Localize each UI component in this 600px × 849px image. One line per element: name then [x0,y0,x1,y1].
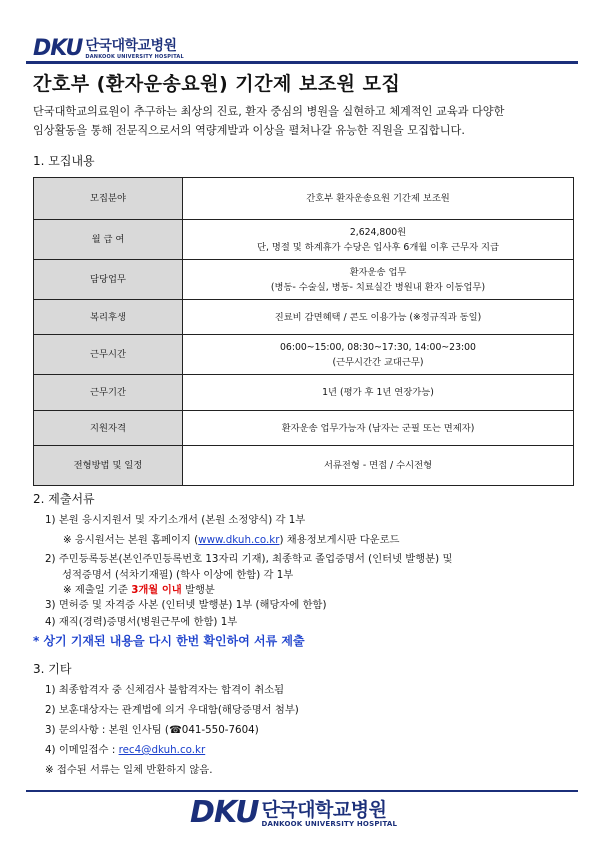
table-row [34,300,574,335]
section-heading-documents: 2. 제출서류 [33,492,95,506]
documents-item-2-line-2: 성적증명서 (석차기재필) (학사 이상에 한함) 각 1부 [62,569,294,581]
row-value [183,220,574,260]
row-value-line: (근무시간간 교대근무) [332,356,424,368]
row-value [183,178,574,220]
row-label: 담당업무 [34,260,183,300]
table-row [34,260,574,300]
email-label: 4) 이메일접수 : [45,744,119,756]
row-label: 근무기간 [34,375,183,411]
row-value-line: 단, 명절 및 하계휴가 수당은 입사후 6개월 이후 근무자 지급 [256,241,500,253]
row-label: 모집분야 [34,178,183,220]
logo-korean-name: 단국대학교병원 [85,38,177,54]
row-value [183,446,574,486]
footer-divider [26,790,578,792]
intro-paragraph [33,102,573,140]
homepage-link[interactable]: www.dkuh.co.kr [198,534,280,546]
logo-mark: DKU [190,795,259,830]
intro-line-1: 단국대학교의료원이 추구하는 최상의 진료, 환자 중심의 병원을 실현하고 체계적인 교육과 다양한 [33,105,505,118]
row-value-line: 서류전형 - 면접 / 수시전형 [323,460,433,471]
row-value-line: 진료비 감면혜택 / 콘도 이용가능 (※정규직과 동일) [274,311,482,323]
page-title: 간호부 (환자운송요원) 기간제 보조원 모집 [33,73,401,95]
documents-item-1-note [63,531,400,546]
highlight-text: 3개월 이내 [131,584,182,596]
other-item-2: 2) 보훈대상자는 관계법에 의거 우대함(해당증명서 첨부) [45,704,299,716]
note-text: ) 채용정보게시판 다운로드 [279,534,400,546]
row-value-line: 06:00~15:00, 08:30~17:30, 14:00~23:00 [280,341,476,353]
row-label: 지원자격 [34,411,183,446]
hospital-logo-top [33,38,184,60]
row-value-line: 간호부 환자운송요원 기간제 보조원 [306,193,450,204]
note-text: ※ 응시원서는 본원 홈페이지 ( [63,534,199,546]
table-row [34,375,574,411]
header-divider [26,61,578,64]
row-value [183,300,574,335]
row-value [183,260,574,300]
note-text: ※ 제출일 기준 [63,584,132,596]
documents-item-3: 3) 면허증 및 자격증 사본 (인터넷 발행분) 1부 (해당자에 한함) [45,599,327,611]
recruitment-table [33,177,574,486]
table-row [34,178,574,220]
row-value [183,375,574,411]
row-value [183,335,574,375]
row-value-line: 환자운송 업무가능자 (남자는 군필 또는 면제자) [281,422,475,434]
row-value-line: 환자운송 업무 [349,266,407,278]
row-value [183,411,574,446]
row-label: 전형방법 및 일정 [34,446,183,486]
note-text: 발행분 [181,584,215,596]
other-note: ※ 접수된 서류는 일체 반환하지 않음. [45,764,213,776]
section-heading-recruitment: 1. 모집내용 [33,154,95,168]
logo-english-name: DANKOOK UNIVERSITY HOSPITAL [261,820,398,828]
documents-item-1: 1) 본원 응시지원서 및 자기소개서 (본원 소정양식) 각 1부 [45,514,306,526]
section-heading-other: 3. 기타 [33,662,72,676]
other-item-3: 3) 문의사항 : 본원 인사팀 (☎041-550-7604) [45,724,259,736]
documents-item-4: 4) 재직(경력)증명서(병원근무에 한함) 1부 [45,616,238,628]
other-item-1: 1) 최종합격자 중 신체검사 불합격자는 합격이 취소됨 [45,684,285,696]
row-label: 근무시간 [34,335,183,375]
table-row [34,335,574,375]
row-label: 월 급 여 [34,220,183,260]
logo-mark: DKU [33,36,83,61]
documents-item-2-note [63,581,215,596]
table-row [34,220,574,260]
row-value-line: (병동- 수술실, 병동- 치료실간 병원내 환자 이동업무) [270,281,486,293]
row-label: 복리후생 [34,300,183,335]
email-link[interactable]: rec4@dkuh.co.kr [118,744,206,756]
logo-english-name: DANKOOK UNIVERSITY HOSPITAL [85,54,184,60]
submission-notice: * 상기 기재된 내용을 다시 한번 확인하여 서류 제출 [33,634,305,648]
table-row [34,446,574,486]
other-item-4 [45,741,205,756]
intro-line-2: 임상활동을 통해 전문직으로서의 역량계발과 이상을 펼쳐나갈 유능한 직원을 모집합니다. [33,124,465,137]
row-value-line: 2,624,800원 [349,226,407,238]
row-value-line: 1년 (평가 후 1년 연장가능) [322,387,434,398]
hospital-logo-bottom [190,795,398,830]
table-row [34,411,574,446]
logo-korean-name: 단국대학교병원 [261,799,387,821]
documents-item-2-line-1: 2) 주민등록등본(본인주민등록번호 13자리 기재), 최종학교 졸업증명서 (인터넷 발행분) 및 [45,553,453,565]
